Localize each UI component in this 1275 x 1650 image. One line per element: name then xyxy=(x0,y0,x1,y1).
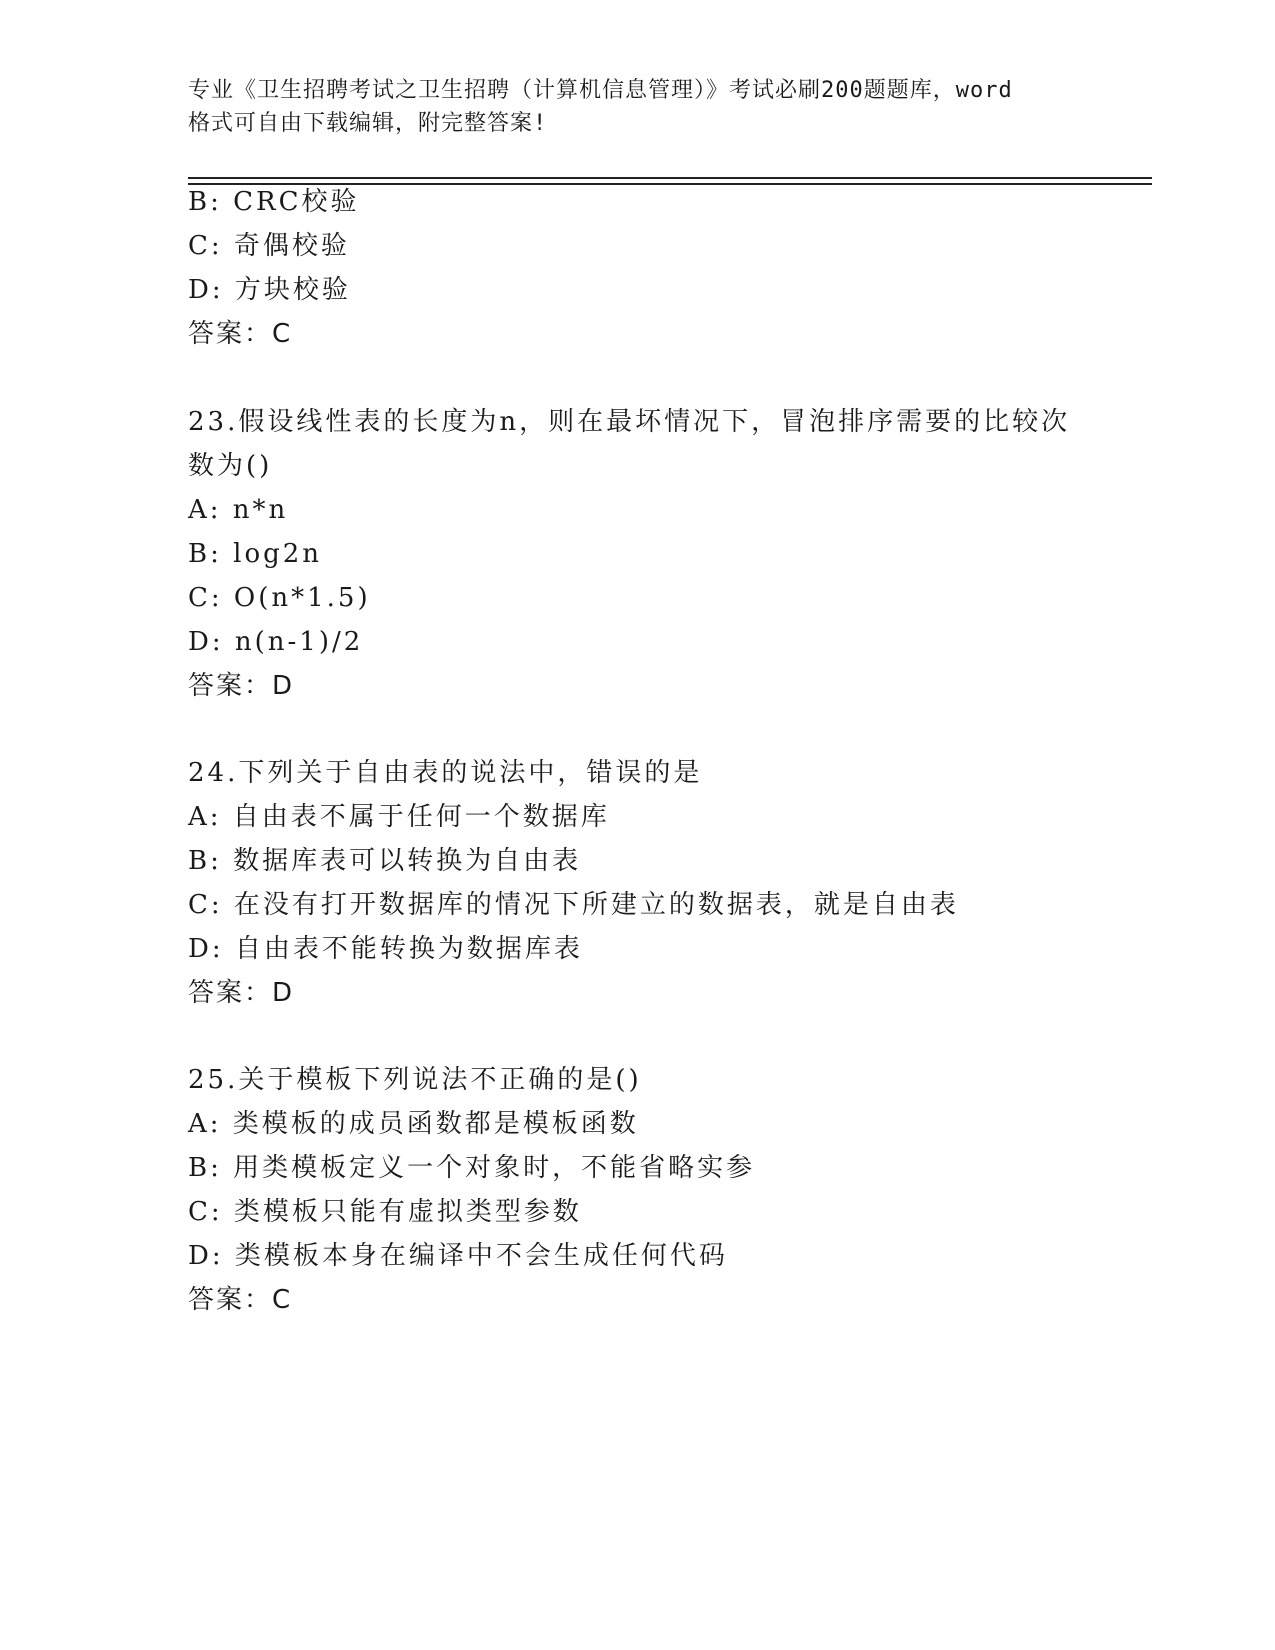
q25-option-c: C: 类模板只能有虚拟类型参数 xyxy=(188,1197,582,1227)
q23-question-line-1: 23.假设线性表的长度为n，则在最坏情况下，冒泡排序需要的比较次 xyxy=(188,407,1071,437)
q25-option-a: A: 类模板的成员函数都是模板函数 xyxy=(188,1109,639,1139)
q23-option-c: C: O(n*1.5) xyxy=(188,583,371,613)
q25-option-d: D: 类模板本身在编译中不会生成任何代码 xyxy=(188,1241,728,1271)
q25-answer: 答案：C xyxy=(188,1285,293,1315)
q24-answer: 答案：D xyxy=(188,978,295,1008)
header-title-line-1: 专业《卫生招聘考试之卫生招聘（计算机信息管理）》考试必刷200题题库，word xyxy=(188,78,1013,103)
q24-option-b: B: 数据库表可以转换为自由表 xyxy=(188,846,582,876)
q25-option-b: B: 用类模板定义一个对象时，不能省略实参 xyxy=(188,1153,756,1183)
q22-option-c: C: 奇偶校验 xyxy=(188,231,350,261)
q23-answer: 答案：D xyxy=(188,671,295,701)
q24-option-d: D: 自由表不能转换为数据库表 xyxy=(188,934,583,964)
document-header xyxy=(188,74,1088,140)
q23-option-d: D: n(n-1)/2 xyxy=(188,627,364,657)
q22-option-d: D: 方块校验 xyxy=(188,275,351,305)
header-title-line-2: 格式可自由下载编辑，附完整答案! xyxy=(188,111,548,136)
q23-option-b: B: log2n xyxy=(188,539,323,569)
header-divider-bottom xyxy=(188,183,1152,185)
q24-option-a: A: 自由表不属于任何一个数据库 xyxy=(188,802,610,832)
q22-answer: 答案：C xyxy=(188,319,293,349)
q24-question: 24.下列关于自由表的说法中，错误的是 xyxy=(188,758,703,788)
q25-question: 25.关于模板下列说法不正确的是() xyxy=(188,1065,642,1095)
q23-option-a: A: n*n xyxy=(188,495,289,525)
header-divider-top xyxy=(188,177,1152,179)
q23-question-line-2: 数为() xyxy=(188,451,273,481)
q22-option-b: B: CRC校验 xyxy=(188,187,360,217)
q24-option-c: C: 在没有打开数据库的情况下所建立的数据表，就是自由表 xyxy=(188,890,959,920)
